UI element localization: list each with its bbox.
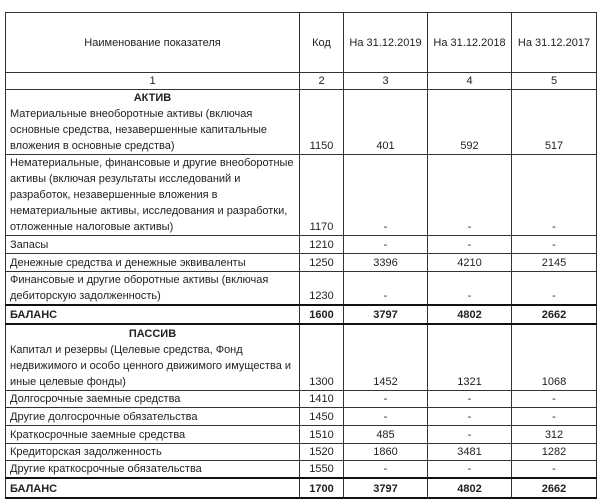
row-name: [6, 407, 300, 425]
value-2018: -: [428, 236, 512, 254]
value-2019: -: [344, 236, 428, 254]
value-2017: 312: [512, 425, 597, 443]
table-row: [6, 425, 597, 443]
row-label: Капитал и резервы (Целевые средства, Фонд недвижимого и особо ценного движимого имущества и иные целевые фонды): [10, 343, 292, 388]
table-row: [6, 254, 597, 272]
header-name: Наименование показателя: [6, 13, 300, 73]
row-name: [6, 460, 300, 478]
table-row: [6, 478, 597, 498]
row-code: 1700: [300, 478, 344, 498]
section-title: АКТИВ: [133, 92, 172, 104]
value-2017: 1068: [512, 324, 597, 390]
row-name: [6, 305, 300, 324]
value-2017: 2145: [512, 254, 597, 272]
value-2017: -: [512, 390, 597, 407]
col-number: 1: [6, 73, 300, 90]
table-row: [6, 460, 597, 478]
row-label: Долгосрочные заемные средства: [10, 392, 181, 405]
row-label: Финансовые и другие оборотные активы (включая дебиторскую задолженность): [10, 274, 269, 302]
value-2019: -: [344, 460, 428, 478]
value-2018: -: [428, 460, 512, 478]
col-number: 3: [344, 73, 428, 90]
value-2017: -: [512, 272, 597, 306]
column-number-row: [6, 73, 597, 90]
header-row: [6, 13, 597, 73]
value-2018: 4210: [428, 254, 512, 272]
value-2018: 4802: [428, 305, 512, 324]
value-2017: -: [512, 155, 597, 236]
value-2019: 1452: [344, 324, 428, 390]
row-label: Краткосрочные заемные средства: [10, 428, 186, 441]
table-row: [6, 155, 597, 236]
table-row: [6, 390, 597, 407]
table-row: [6, 324, 597, 390]
row-code: 1410: [300, 390, 344, 407]
row-label: БАЛАНС: [10, 309, 58, 321]
row-label: Нематериальные, финансовые и другие внеоборотные активы (включая результаты исследований и разработок, незавершенные вложения в нематериальные активы, исследования и разработки, отложенные налоговые активы): [10, 157, 294, 233]
row-label: Денежные средства и денежные эквиваленты: [10, 257, 246, 269]
row-name: [6, 324, 300, 390]
table-row: [6, 90, 597, 155]
value-2018: -: [428, 407, 512, 425]
table-row: [6, 272, 597, 306]
value-2017: 517: [512, 90, 597, 155]
value-2018: -: [428, 390, 512, 407]
row-name: [6, 272, 300, 306]
row-name: [6, 443, 300, 460]
row-label: Материальные внеоборотные активы (включая основные средства, незавершенные капитальные вложения в основные средства): [10, 108, 268, 152]
value-2019: -: [344, 272, 428, 306]
row-name: [6, 90, 300, 155]
row-code: 1450: [300, 407, 344, 425]
value-2019: 401: [344, 90, 428, 155]
row-code: 1150: [300, 90, 344, 155]
row-name: [6, 254, 300, 272]
row-label: Другие долгосрочные обязательства: [10, 410, 198, 423]
row-code: 1210: [300, 236, 344, 254]
row-label: БАЛАНС: [10, 483, 58, 495]
row-name: [6, 155, 300, 236]
row-name: [6, 236, 300, 254]
value-2017: 2662: [512, 305, 597, 324]
row-label: Другие краткосрочные обязательства: [10, 463, 202, 475]
table-row: [6, 236, 597, 254]
value-2019: 3797: [344, 305, 428, 324]
col-number: 5: [512, 73, 597, 90]
value-2018: 592: [428, 90, 512, 155]
table-row: [6, 443, 597, 460]
value-2017: -: [512, 407, 597, 425]
value-2017: -: [512, 460, 597, 478]
table-row: [6, 305, 597, 324]
row-code: 1170: [300, 155, 344, 236]
header-2019: На 31.12.2019: [344, 13, 428, 73]
value-2019: 485: [344, 425, 428, 443]
value-2019: 3797: [344, 478, 428, 498]
row-name: [6, 390, 300, 407]
header-2017: На 31.12.2017: [512, 13, 597, 73]
value-2019: -: [344, 407, 428, 425]
header-2018: На 31.12.2018: [428, 13, 512, 73]
header-code: Код: [300, 13, 344, 73]
row-code: 1550: [300, 460, 344, 478]
row-name: [6, 478, 300, 498]
row-name: [6, 425, 300, 443]
balance-sheet-table: [5, 12, 597, 499]
row-code: 1520: [300, 443, 344, 460]
row-code: 1510: [300, 425, 344, 443]
value-2018: 1321: [428, 324, 512, 390]
row-label: Кредиторская задолженность: [10, 445, 162, 458]
row-label: Запасы: [10, 239, 49, 251]
value-2018: -: [428, 155, 512, 236]
value-2019: 1860: [344, 443, 428, 460]
row-code: 1300: [300, 324, 344, 390]
value-2018: 3481: [428, 443, 512, 460]
row-code: 1600: [300, 305, 344, 324]
section-title: ПАССИВ: [128, 327, 177, 340]
value-2017: -: [512, 236, 597, 254]
value-2017: 1282: [512, 443, 597, 460]
value-2018: 4802: [428, 478, 512, 498]
row-code: 1230: [300, 272, 344, 306]
value-2019: -: [344, 155, 428, 236]
value-2017: 2662: [512, 478, 597, 498]
table-row: [6, 407, 597, 425]
value-2019: -: [344, 390, 428, 407]
value-2018: -: [428, 272, 512, 306]
col-number: 2: [300, 73, 344, 90]
value-2019: 3396: [344, 254, 428, 272]
value-2018: -: [428, 425, 512, 443]
col-number: 4: [428, 73, 512, 90]
row-code: 1250: [300, 254, 344, 272]
